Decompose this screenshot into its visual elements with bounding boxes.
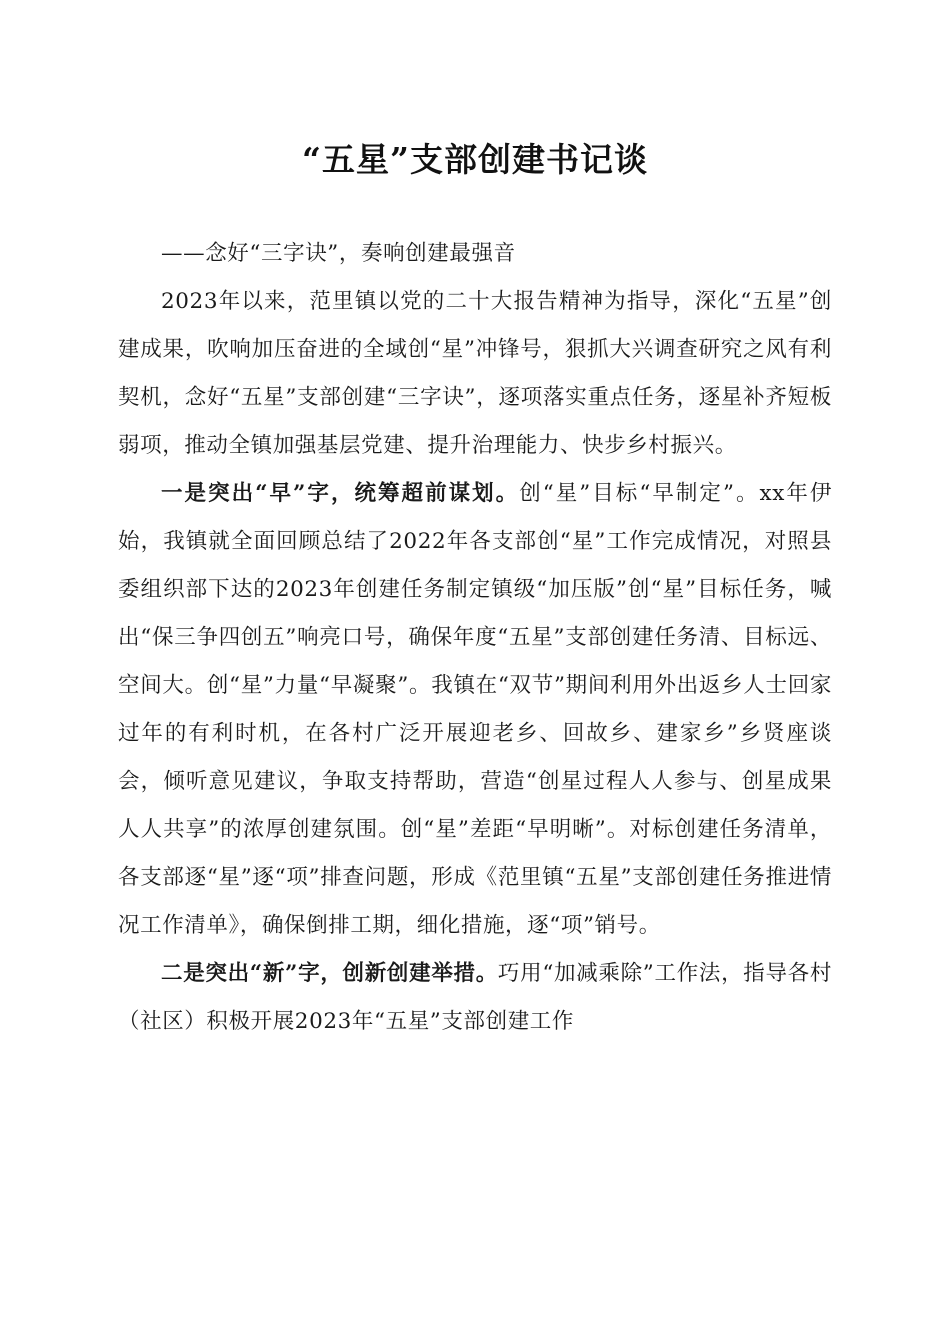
- document-subtitle: ——念好“三字诀”，奏响创建最强音: [161, 241, 516, 266]
- paragraph-text: 2023年以来，范里镇以党的二十大报告精神为指导，深化“五星”创建成果，吹响加压奋进的全域创“星”冲锋号，狠抓大兴调查研究之风有利契机，念好“五星”支部创建“三字诀”，逐项落实重点任务，逐星补齐短板弱项，推动全镇加强基层党建、提升治理能力、快步乡村振兴。: [118, 289, 832, 458]
- paragraph-lead: 二是突出“新”字，创新创建举措。: [161, 961, 498, 986]
- document-title: “五星”支部创建书记谈: [302, 140, 648, 179]
- paragraph-text: 创“星”目标“早制定”。xx年伊始，我镇就全面回顾总结了2022年各支部创“星”工作完成情况，对照县委组织部下达的2023年创建任务制定镇级“加压版”创“星”目标任务，喊出“保三争四创五”响亮口号，确保年度“五星”支部创建任务清、目标远、空间大。创“星”力量“早凝聚”。我镇在“双节”期间利用外出返乡人士回家过年的有利时机，在各村广泛开展迎老乡、回故乡、建家乡”乡贤座谈会，倾听意见建议，争取支持帮助，营造“创星过程人人参与、创星成果人人共享”的浓厚创建氛围。创“星”差距“早明晰”。对标创建任务清单，各支部逐“星”逐“项”排查问题，形成《范里镇“五星”支部创建任务推进情况工作清单》，确保倒排工期，细化措施，逐“项”销号。: [118, 481, 832, 938]
- paragraph-intro: [118, 278, 832, 470]
- document-body: [118, 230, 832, 1046]
- paragraph-early: [118, 470, 832, 950]
- paragraph-lead: 一是突出“早”字，统筹超前谋划。: [161, 481, 520, 506]
- paragraph-new: [118, 950, 832, 1046]
- paragraph-text: 巧用“加减乘除”工作法，指导各村（社区）积极开展2023年“五星”支部创建工作: [118, 961, 832, 1034]
